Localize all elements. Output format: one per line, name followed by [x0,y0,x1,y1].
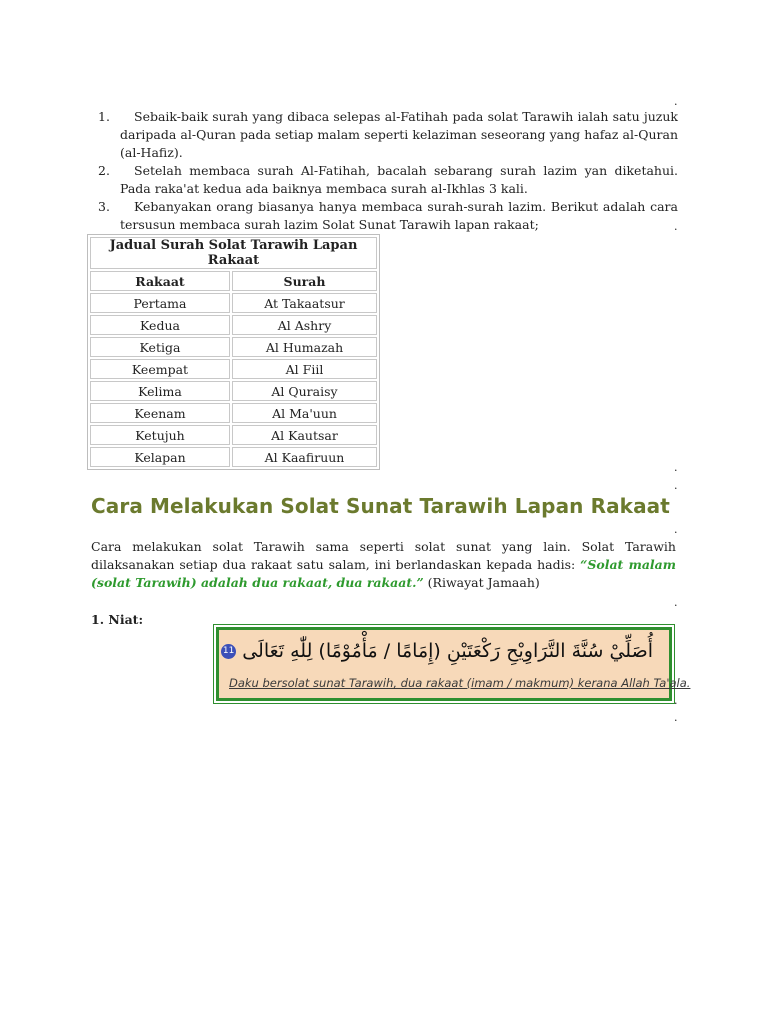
surah-table [87,234,380,470]
table-cell: Kelima [90,381,230,401]
table-row [90,293,377,313]
table-cell: Al Kaafiruun [232,447,377,467]
table-row [90,315,377,335]
list-item [98,108,678,162]
table-cell: Al Ma'uun [232,403,377,423]
table-cell: Al Quraisy [232,381,377,401]
table-header: Surah [232,271,377,291]
intro-paragraph [91,538,676,592]
table-cell: Ketujuh [90,425,230,445]
table-cell: Keenam [90,403,230,423]
hadith-quote: “Solat malam (solat Tarawih) adalah dua rakaat, dua rakaat.” [91,557,676,590]
paragraph-marker: . [674,220,678,233]
list-item [98,198,678,234]
table-row [90,403,377,423]
table-cell: Al Kautsar [232,425,377,445]
table-cell: Al Ashry [232,315,377,335]
paragraph-marker: . [674,461,678,474]
table-cell: Al Humazah [232,337,377,357]
table-row [90,381,377,401]
table-cell: Keempat [90,359,230,379]
paragraph-marker: . [674,711,678,724]
table-cell: Al Fiil [232,359,377,379]
table-row [90,359,377,379]
table-cell: Kedua [90,315,230,335]
list-text: Sebaik-baik surah yang dibaca selepas al-Fatihah pada solat Tarawih ialah satu juzuk daripada al-Quran pada setiap malam seperti kelaziman seseorang yang hafaz al-Quran (al-Hafiz). [120,109,678,160]
niat-translation: Daku bersolat sunat Tarawih, dua rakaat (imam / makmum) kerana Allah Ta'ala. [229,676,691,690]
section-heading: Cara Melakukan Solat Sunat Tarawih Lapan Rakaat [91,494,670,518]
table-cell: Pertama [90,293,230,313]
paragraph-marker: . [674,523,678,536]
paragraph-marker: . [674,596,678,609]
list-number: 3. [98,199,110,214]
list-number: 1. [98,109,110,124]
table-cell: Ketiga [90,337,230,357]
table-caption: Jadual Surah Solat Tarawih Lapan Rakaat [90,237,377,269]
list-number: 2. [98,163,110,178]
list-text: Kebanyakan orang biasanya hanya membaca surah-surah lazim. Berikut adalah cara tersusun membaca surah lazim Solat Sunat Tarawih lapan rakaat; [120,199,678,232]
list-text: Setelah membaca surah Al-Fatihah, bacalah sebarang surah lazim yan diketahui. Pada raka'at kedua ada baiknya membaca surah al-Ikhlas 3 kali. [120,163,678,196]
table-row [90,447,377,467]
table-row [90,337,377,357]
table-cell: Kelapan [90,447,230,467]
table-cell: At Takaatsur [232,293,377,313]
paragraph-source: (Riwayat Jamaah) [423,575,540,590]
paragraph-marker: . [674,95,678,108]
table-row [90,425,377,445]
paragraph-text: Cara melakukan solat Tarawih sama seperti solat sunat yang lain. Solat Tarawih dilaksanakan setiap dua rakaat satu salam, ini berlandaskan kepada hadis: [91,539,676,572]
table-header: Rakaat [90,271,230,291]
paragraph-marker: . [674,694,678,707]
list-item [98,162,678,198]
paragraph-marker: . [674,479,678,492]
audio-badge-icon: 11 [221,644,236,659]
numbered-list [98,108,678,234]
niat-arabic [221,640,653,662]
niat-box [216,627,691,701]
niat-arabic-text: أُصَلِّيْ سُنَّةَ التَّرَاوِيْحِ رَكْعَتَيْنِ (إِمَامًا / مَأْمُوْمًا) لِلّٰهِ تَعَالَى [242,640,653,662]
niat-label: 1. Niat: [91,612,144,627]
